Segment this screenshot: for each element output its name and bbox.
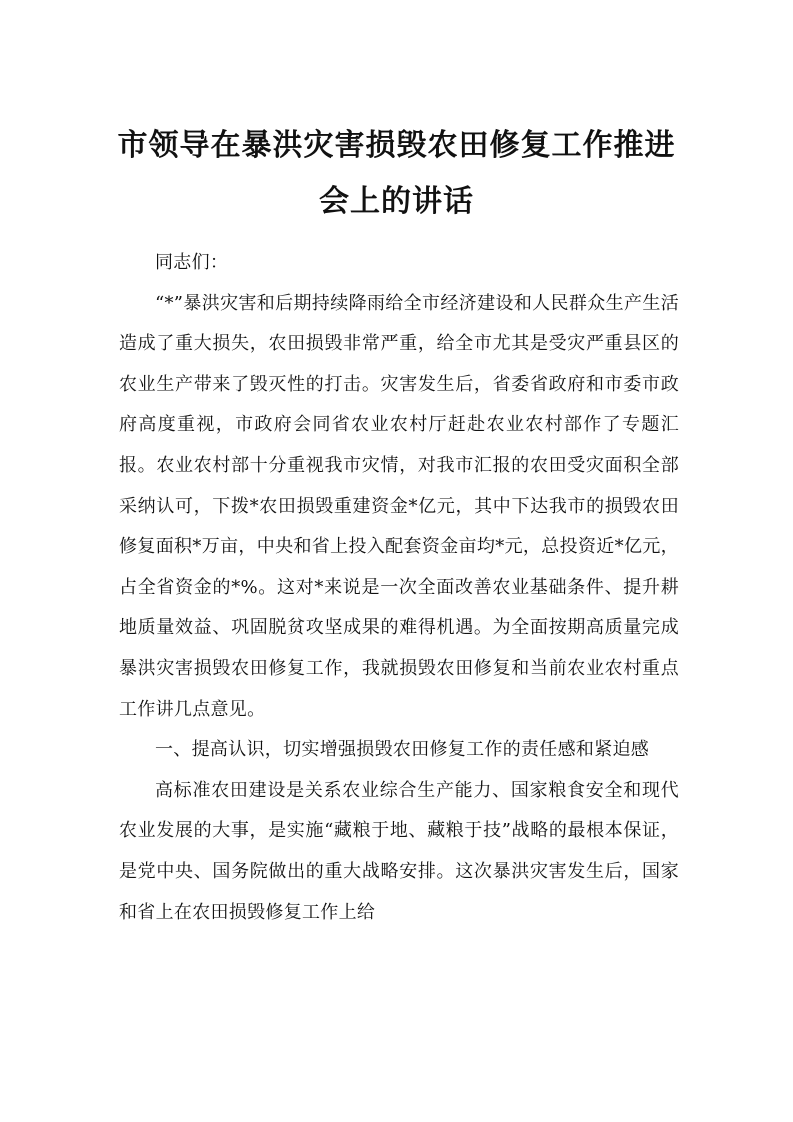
paragraph-section-1: 高标准农田建设是关系农业综合生产能力、国家粮食安全和现代农业发展的大事，是实施“藏粮于地、藏粮于技”战略的最根本保证，是党中央、国务院做出的重大战略安排。这次暴洪灾害发生后，国家和省上在农田损毁修复工作上给 — [119, 779, 679, 923]
document-body — [119, 243, 679, 933]
title-line-2: 会上的讲话 — [319, 184, 474, 219]
document-title — [100, 118, 693, 230]
paragraph-intro: “*”暴洪灾害和后期持续降雨给全市经济建设和人民群众生产生活造成了重大损失，农田损毁非常严重，给全市尤其是受灾严重县区的农业生产带来了毁灭性的打击。灾害发生后，省委省政府和市委市政府高度重视，市政府会同省农业农村厅赶赴农业农村部作了专题汇报。农业农村部十分重视我市灾情，对我市汇报的农田受灾面积全部采纳认可，下拨*农田损毁重建资金*亿元，其中下达我市的损毁农田修复面积*万亩，中央和省上投入配套资金亩均*元，总投资近*亿元，占全省资金的*%。这对*来说是一次全面改善农业基础条件、提升耕地质量效益、巩固脱贫攻坚成果的难得机遇。为全面按期高质量完成暴洪灾害损毁农田修复工作，我就损毁农田修复和当前农业农村重点工作讲几点意见。 — [119, 292, 679, 720]
section-heading-1: 一、提高认识，切实增强损毁农田修复工作的责任感和紧迫感 — [155, 739, 650, 761]
title-line-1: 市领导在暴洪灾害损毁农田修复工作推进 — [117, 128, 676, 163]
salutation: 同志们： — [155, 252, 229, 273]
